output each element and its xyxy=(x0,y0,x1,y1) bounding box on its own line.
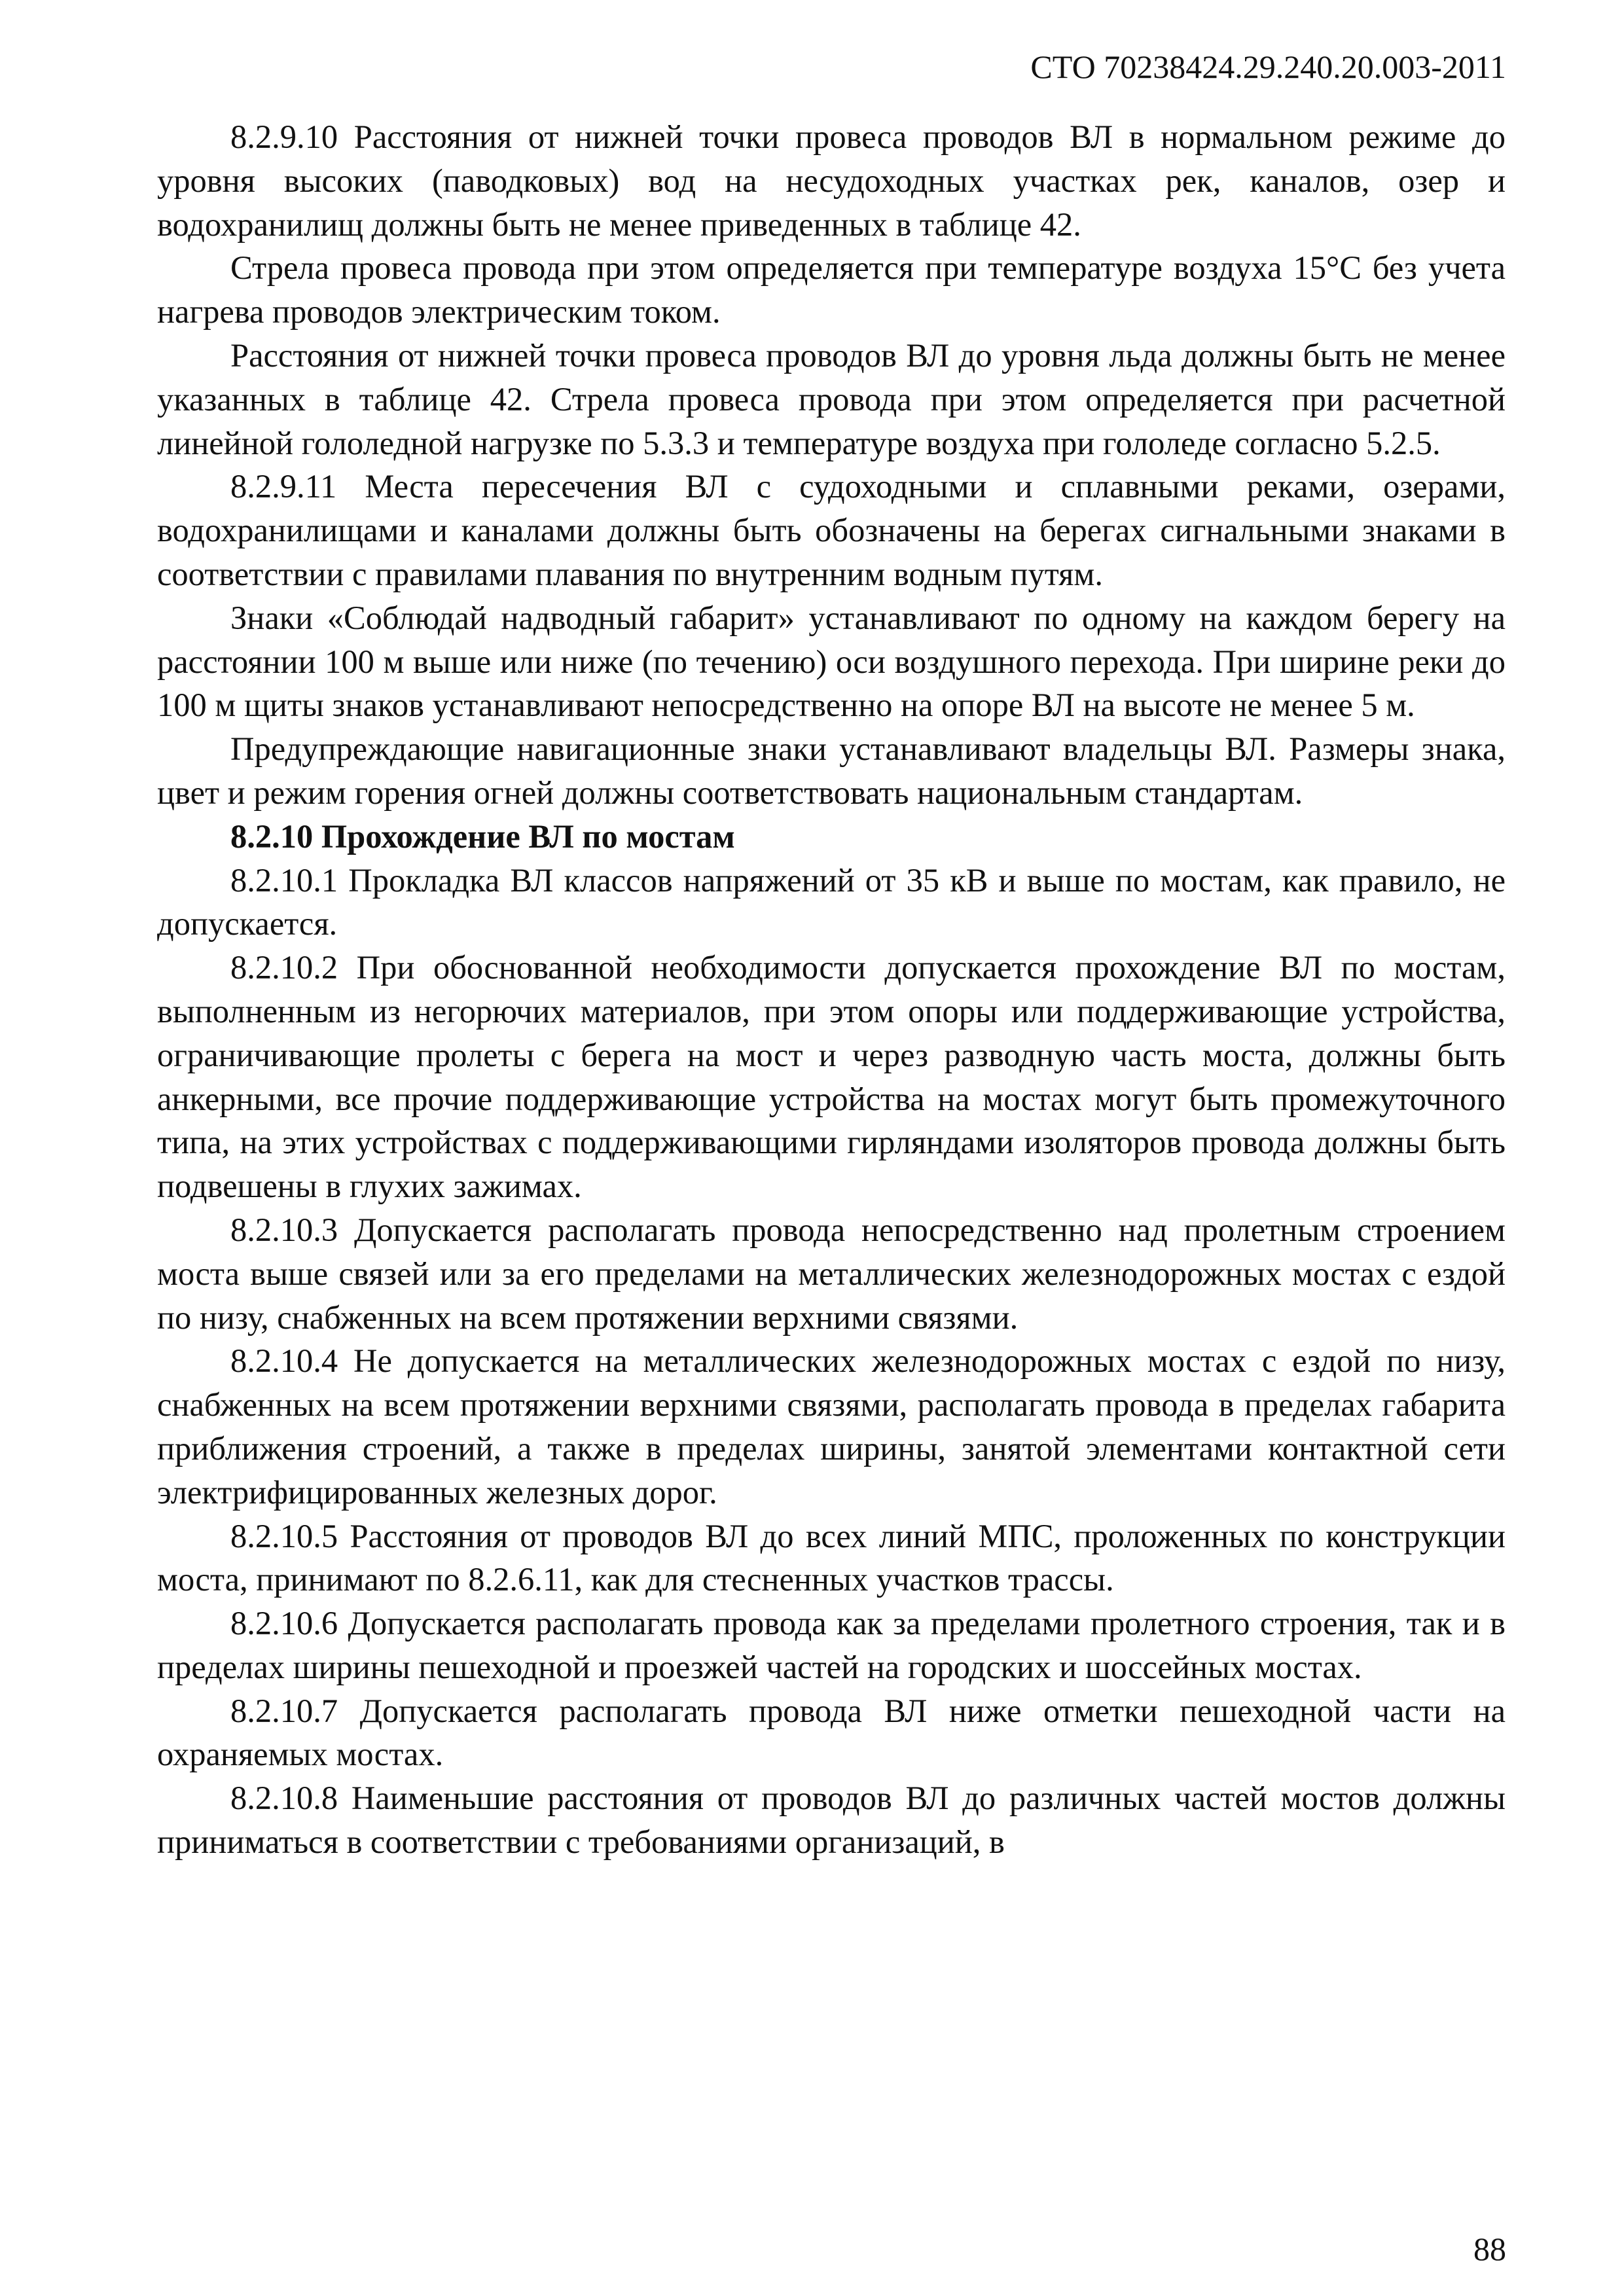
paragraph: 8.2.10.4 Не допускается на металлических железнодорожных мостах с ездой по низу, снабженных на всем протяжении верхними связями, располагать провода в пределах габарита приближения строений, а также в пределах ширины, занятой элементами контактной сети электрифицированных железных дорог. xyxy=(157,1342,1506,1511)
body-text xyxy=(157,115,1506,1864)
paragraph: Стрела провеса провода при этом определяется при температуре воздуха 15°С без учета нагрева проводов электрическим током. xyxy=(157,249,1506,331)
paragraph: 8.2.9.10 Расстояния от нижней точки провеса проводов ВЛ в нормальном режиме до уровня высоких (паводковых) вод на несудоходных участках рек, каналов, озер и водохранилищ должны быть не менее приведенных в таблице 42. xyxy=(157,118,1506,243)
paragraph: 8.2.10.8 Наименьшие расстояния от проводов ВЛ до различных частей мостов должны приниматься в соответствии с требованиями организаций, в xyxy=(157,1780,1506,1861)
document-code-header: СТО 70238424.29.240.20.003-2011 xyxy=(1030,48,1506,85)
paragraph: 8.2.10.7 Допускается располагать провода ВЛ ниже отметки пешеходной части на охраняемых мостах. xyxy=(157,1692,1506,1773)
section-heading: 8.2.10 Прохождение ВЛ по мостам xyxy=(230,817,735,855)
paragraph: Знаки «Соблюдай надводный габарит» устанавливают по одному на каждом берегу на расстоянии 100 м выше или ниже (по течению) оси воздушного перехода. При ширине реки до 100 м щиты знаков устанавливают непосредственно на опоре ВЛ на высоте не менее 5 м. xyxy=(157,599,1506,724)
paragraph: Расстояния от нижней точки провеса проводов ВЛ до уровня льда должны быть не менее указанных в таблице 42. Стрела провеса провода при этом определяется при расчетной линейной гололедной нагрузке по 5.3.3 и температуре воздуха при гололеде согласно 5.2.5. xyxy=(157,336,1506,461)
paragraph: Предупреждающие навигационные знаки устанавливают владельцы ВЛ. Размеры знака, цвет и режим горения огней должны соответствовать национальным стандартам. xyxy=(157,730,1506,811)
paragraph: 8.2.10.5 Расстояния от проводов ВЛ до всех линий МПС, проложенных по конструкции моста, принимают по 8.2.6.11, как для стесненных участков трассы. xyxy=(157,1517,1506,1598)
paragraph: 8.2.10.1 Прокладка ВЛ классов напряжений от 35 кВ и выше по мостам, как правило, не допускается. xyxy=(157,861,1506,942)
paragraph: 8.2.10.2 При обоснованной необходимости допускается прохождение ВЛ по мостам, выполненным из негорючих материалов, при этом опоры или поддерживающие устройства, ограничивающие пролеты с берега на мост и через разводную часть моста, должны быть анкерными, все прочие поддерживающие устройства на мостах могут быть промежуточного типа, на этих устройствах с поддерживающими гирляндами изоляторов провода должны быть подвешены в глухих зажимах. xyxy=(157,949,1506,1205)
paragraph: 8.2.10.3 Допускается располагать провода непосредственно над пролетным строением моста выше связей или за его пределами на металлических железнодорожных мостах с ездой по низу, снабженных на всем протяжении верхними связями. xyxy=(157,1211,1506,1336)
paragraph: 8.2.9.11 Места пересечения ВЛ с судоходными и сплавными реками, озерами, водохранилищами и каналами должны быть обозначены на берегах сигнальными знаками в соответствии с правилами плавания по внутренним водным путям. xyxy=(157,468,1506,592)
page-number: 88 xyxy=(1473,2231,1506,2267)
paragraph: 8.2.10.6 Допускается располагать провода как за пределами пролетного строения, так и в пределах ширины пешеходной и проезжей частей на городских и шоссейных мостах. xyxy=(157,1605,1506,1685)
